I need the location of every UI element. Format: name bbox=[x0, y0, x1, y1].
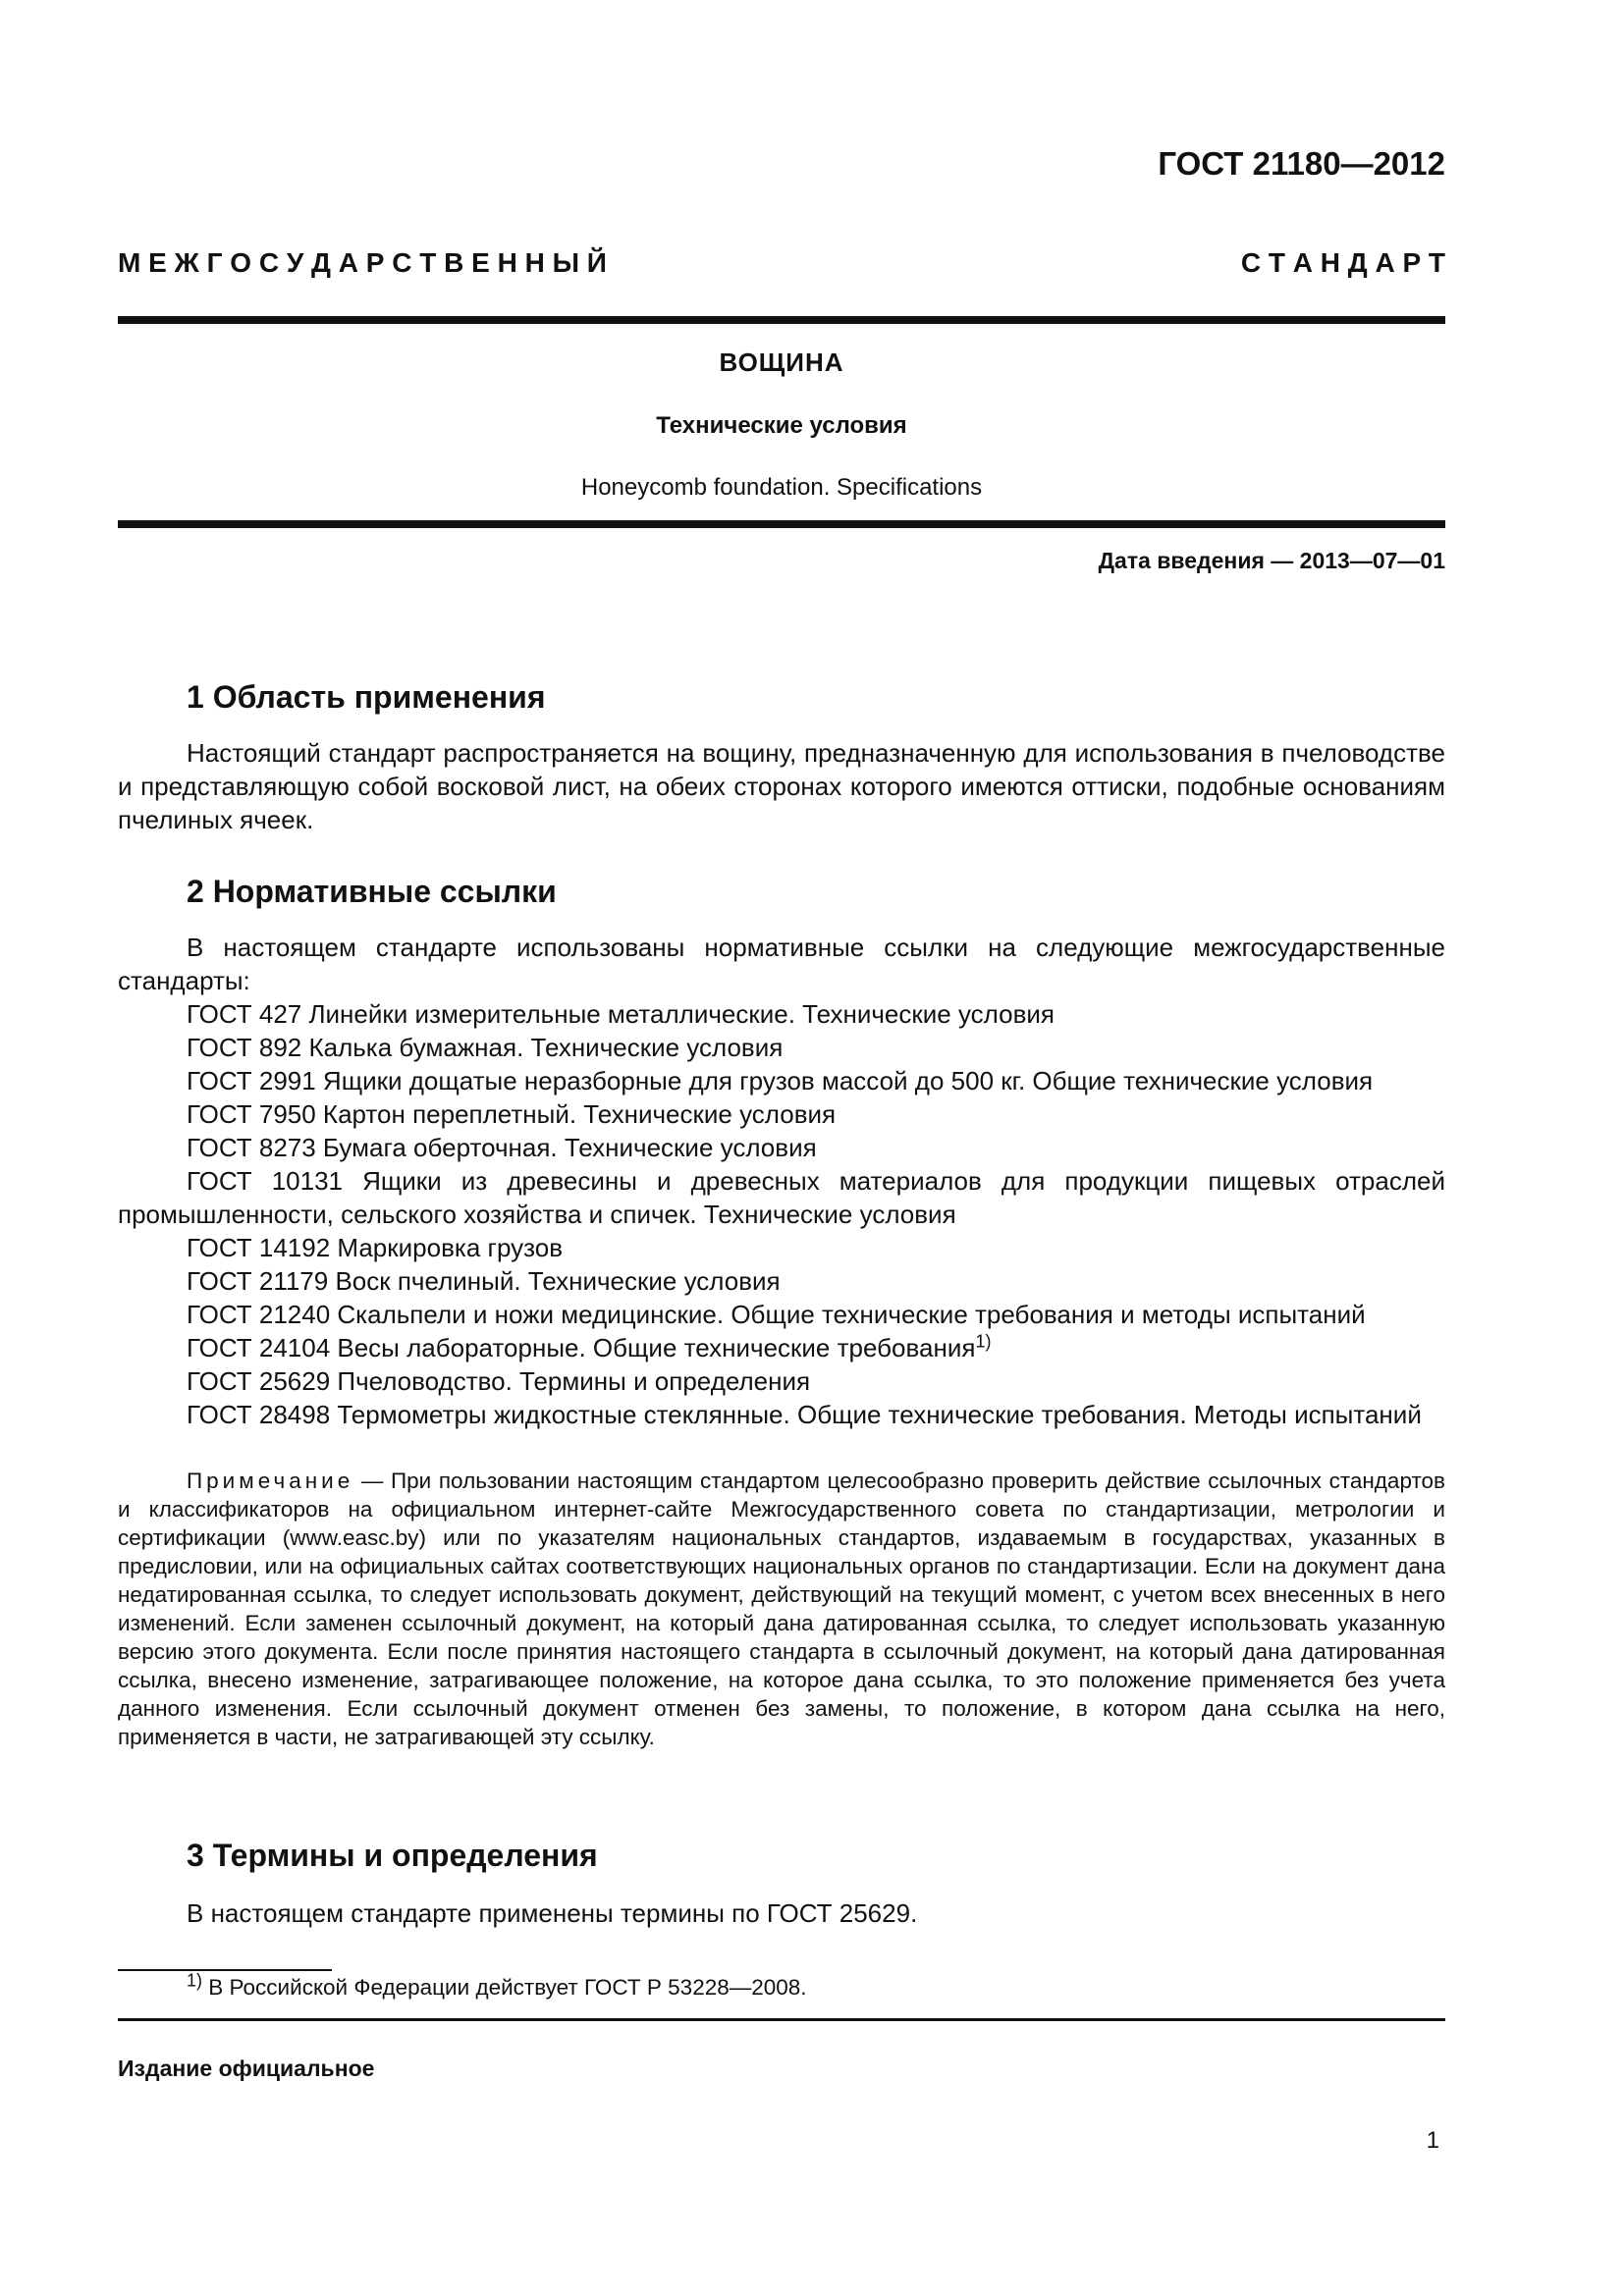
note-text: — При пользовании настоящим стандартом целесообразно проверить действие ссылочных стандартов и классификаторов на официальном интернет-сайте Межгосударственного совета по стандартизации, метрологии и сертификации (www.easc.by) или по указателям национальных стандартов, издаваемым в государствах, указанных в предисловии, или на официальных сайтах соответствующих национальных органов по стандартизации. Если на документ дана недатированная ссылка, то следует использовать документ, действующий на текущий момент, с учетом всех внесенных в него изменений. Если заменен ссылочный документ, на который дана датированная ссылка, то следует использовать указанную версию этого документа. Если после принятия настоящего стандарта в ссылочный документ, на который дана датированная ссылка, внесено изменение, затрагивающее положение, на которое дана ссылка, то это положение применяется без учета данного изменения. Если ссылочный документ отменен без замены, то положение, в котором дана ссылка на него, применяется в части, не затрагивающей эту ссылку. bbox=[118, 1468, 1445, 1749]
document-title-english: Honeycomb foundation. Specifications bbox=[580, 474, 983, 501]
section-3-text bbox=[118, 1896, 1445, 1930]
references-intro: В настоящем стандарте использованы нормативные ссылки на следующие межгосударственные стандарты: bbox=[118, 933, 1445, 995]
reference-item-text: ГОСТ 24104 Весы лабораторные. Общие технические требования bbox=[187, 1333, 976, 1362]
introduction-date: Дата введения — 2013—07—01 bbox=[1098, 548, 1445, 573]
footnote-separator bbox=[118, 1969, 332, 1971]
footnote-reference-mark: 1) bbox=[975, 1331, 992, 1352]
header-rule-top bbox=[118, 316, 1445, 324]
section-3-paragraph: В настоящем стандарте применены термины по ГОСТ 25629. bbox=[187, 1898, 918, 1928]
reference-item: ГОСТ 14192 Маркировка грузов bbox=[187, 1233, 564, 1262]
reference-item: ГОСТ 28498 Термометры жидкостные стеклянные. Общие технические требования. Методы испытаний bbox=[187, 1400, 1422, 1429]
header-rule-bottom bbox=[118, 520, 1445, 528]
footer-rule bbox=[118, 2018, 1445, 2021]
footnote-text: В Российской Федерации действует ГОСТ Р 53228—2008. bbox=[202, 1975, 807, 2000]
section-2-heading: 2 Нормативные ссылки bbox=[187, 874, 557, 909]
reference-item bbox=[118, 1331, 1445, 1364]
section-1-text bbox=[118, 736, 1445, 836]
reference-item: ГОСТ 427 Линейки измерительные металлические. Технические условия bbox=[187, 999, 1055, 1029]
reference-item: ГОСТ 25629 Пчеловодство. Термины и определения bbox=[187, 1366, 811, 1396]
references-note bbox=[118, 1467, 1445, 1751]
note-paragraph bbox=[118, 1467, 1445, 1751]
section-1-heading: 1 Область применения bbox=[187, 679, 546, 715]
standard-type-word-1: М Е Ж Г О С У Д А Р С Т В Е Н Н Ы Й bbox=[118, 247, 607, 278]
normative-references bbox=[118, 931, 1445, 1431]
edition-label: Издание официальное bbox=[118, 2056, 375, 2081]
standard-type-word-2: С Т А Н Д А Р Т bbox=[1240, 247, 1445, 278]
reference-item: ГОСТ 892 Калька бумажная. Технические условия bbox=[187, 1033, 784, 1062]
footnote bbox=[187, 1970, 807, 2001]
document-title: ВОЩИНА bbox=[719, 347, 844, 377]
reference-item: ГОСТ 7950 Картон переплетный. Технические условия bbox=[187, 1099, 837, 1129]
section-3-heading: 3 Термины и определения bbox=[187, 1838, 598, 1873]
reference-item: ГОСТ 21240 Скальпели и ножи медицинские. Общие технические требования и методы испытаний bbox=[187, 1300, 1366, 1329]
footnote-mark: 1) bbox=[187, 1970, 203, 1991]
section-1-paragraph: Настоящий стандарт распространяется на вощину, предназначенную для использования в пчеловодстве и представляющую собой восковой лист, на обеих сторонах которого имеются оттиски, подобные основаниям пчелиных ячеек. bbox=[118, 738, 1445, 834]
reference-item: ГОСТ 8273 Бумага оберточная. Технические условия bbox=[187, 1133, 817, 1162]
reference-item: ГОСТ 10131 Ящики из древесины и древесных материалов для продукции пищевых отраслей промышленности, сельского хозяйства и спичек. Технические условия bbox=[118, 1166, 1445, 1229]
standard-type-header bbox=[118, 247, 1445, 279]
page-number: 1 bbox=[1426, 2127, 1439, 2154]
document-subtitle: Технические условия bbox=[656, 412, 907, 439]
reference-item: ГОСТ 2991 Ящики дощатые неразборные для грузов массой до 500 кг. Общие технические условия bbox=[187, 1066, 1374, 1095]
note-label: Примечание bbox=[187, 1468, 354, 1493]
reference-item: ГОСТ 21179 Воск пчелиный. Технические условия bbox=[187, 1266, 781, 1296]
document-number: ГОСТ 21180—2012 bbox=[1158, 145, 1445, 182]
